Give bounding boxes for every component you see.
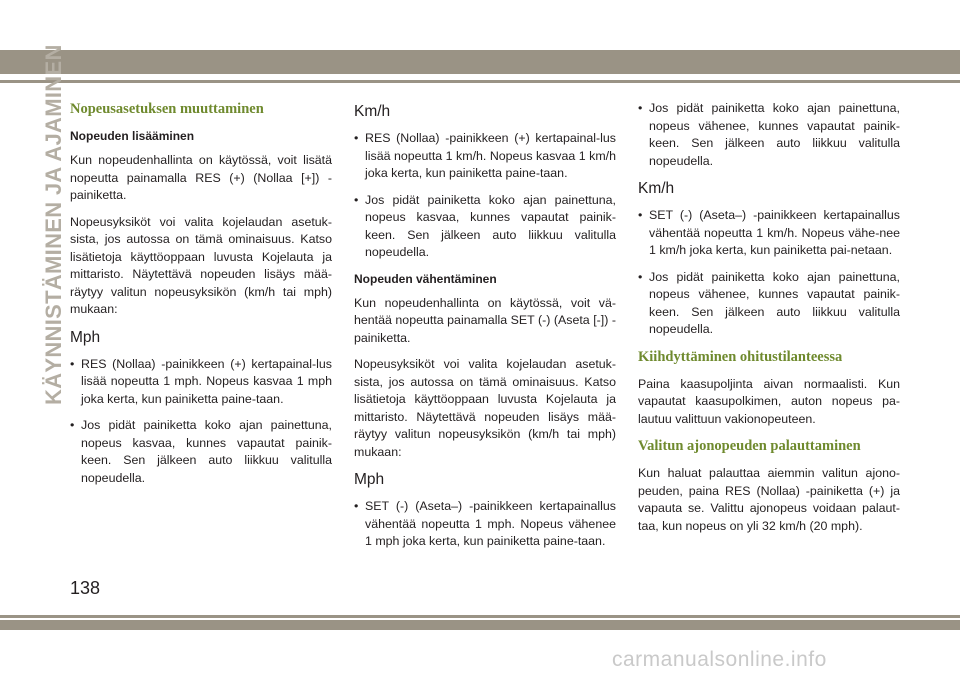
- footer-rule: [0, 615, 960, 618]
- subheading-increase: Nopeuden lisääminen: [70, 129, 195, 143]
- list-item: • SET (-) (Aseta–) -painikkeen kertapainallus vähentää nopeutta 1 mph. Nopeus vähenee 1 mph joka kerta, kun painiketta paine-taan.: [354, 498, 616, 551]
- list-item: • RES (Nollaa) -painikkeen (+) kertapainal-lus lisää nopeutta 1 km/h. Nopeus kasvaa 1 km/h joka kerta, kun painiketta paine-taan.: [354, 130, 616, 183]
- paragraph: Paina kaasupoljinta aivan normaalisti. Kun vapautat kaasupolkimen, auton nopeus pa-lautuu valittuun vakionopeuteen.: [638, 376, 900, 426]
- column-1: [70, 100, 332, 496]
- watermark: carmanualsonline.info: [612, 648, 827, 671]
- column-3: [638, 100, 900, 544]
- page-number: 138: [70, 578, 101, 598]
- subheading-decrease: Nopeuden vähentäminen: [354, 271, 497, 286]
- bullet-list: [70, 356, 332, 488]
- paragraph: Kun haluat palauttaa aiemmin valitun ajono-peuden, paina RES (Nollaa) -painiketta (+) ja vapauta se. Valittu ajonopeus voidaan palaut-taa, kun nopeus on yli 32 km/h (20 mph).: [638, 466, 900, 533]
- heading-resume-speed: Valitun ajonopeuden palauttaminen: [638, 438, 861, 454]
- section-title-vertical: [21, 44, 66, 405]
- column-2: [354, 100, 616, 560]
- section-title: KÄYNNISTÄMINEN JA AJAMINEN: [41, 44, 66, 405]
- heading-acceleration: Kiihdyttäminen ohitustilanteessa: [638, 348, 843, 365]
- paragraph: Kun nopeudenhallinta on käytössä, voit vä-hentää nopeutta painamalla SET (-) (Aseta [-]) -painiketta.: [354, 295, 616, 345]
- bullet-list: [354, 498, 616, 551]
- paragraph: Kun nopeudenhallinta on käytössä, voit lisätä nopeutta painamalla RES (+) (Nollaa [+]) -painiketta.: [70, 153, 332, 202]
- bullet-list: [638, 100, 900, 170]
- unit-heading-kmh: Km/h: [354, 103, 391, 120]
- unit-heading-mph: Mph: [354, 471, 385, 488]
- bullet-list: [354, 130, 616, 262]
- paragraph: Nopeusyksiköt voi valita kojelaudan asetuk-sista, jos autossa on tämä ominaisuus. Katso lisätietoja käyttöoppaan luvusta Kojelauta ja mittaristo. Näytettävä nopeuden lisäys mää-räytyy valitun nopeusyksikön (km/h tai mph) mukaan:: [354, 357, 616, 459]
- heading-speed-change: Nopeusasetuksen muuttaminen: [70, 101, 264, 117]
- footer-band: [0, 620, 960, 630]
- unit-heading-kmh: Km/h: [638, 180, 675, 197]
- list-item: • Jos pidät painiketta koko ajan painettuna, nopeus vähenee, kunnes vapautat painik-keen. Sen jälkeen auto liikkuu valitulla nopeudella.: [638, 269, 900, 339]
- bullet-list: [638, 207, 900, 339]
- list-item: • Jos pidät painiketta koko ajan painettuna, nopeus kasvaa, kunnes vapautat painik-keen. Sen jälkeen auto liikkuu valitulla nopeudella.: [70, 417, 332, 487]
- list-item: • Jos pidät painiketta koko ajan painettuna, nopeus kasvaa, kunnes vapautat painik-keen. Sen jälkeen auto liikkuu valitulla nopeudella.: [354, 192, 616, 262]
- paragraph: Nopeusyksiköt voi valita kojelaudan asetuk-sista, jos autossa on tämä ominaisuus. Katso lisätietoja käyttöoppaan luvusta Kojelauta ja mittaristo. Näytettävä nopeuden lisäys mää-räytyy valitun nopeusyksikön (km/h tai mph) mukaan:: [70, 214, 332, 316]
- header-rule: [0, 80, 960, 83]
- header-band: [0, 50, 960, 74]
- list-item: • RES (Nollaa) -painikkeen (+) kertapainal-lus lisää nopeutta 1 mph. Nopeus kasvaa 1 mph joka kerta, kun painiketta paine-taan.: [70, 356, 332, 409]
- unit-heading-mph: Mph: [70, 328, 101, 346]
- list-item: • SET (-) (Aseta–) -painikkeen kertapainallus vähentää nopeutta 1 km/h. Nopeus vähe-nee 1 km/h joka kerta, kun painiketta pai-netaan.: [638, 207, 900, 260]
- list-item: • Jos pidät painiketta koko ajan painettuna, nopeus vähenee, kunnes vapautat painik-keen. Sen jälkeen auto liikkuu valitulla nopeudella.: [638, 100, 900, 170]
